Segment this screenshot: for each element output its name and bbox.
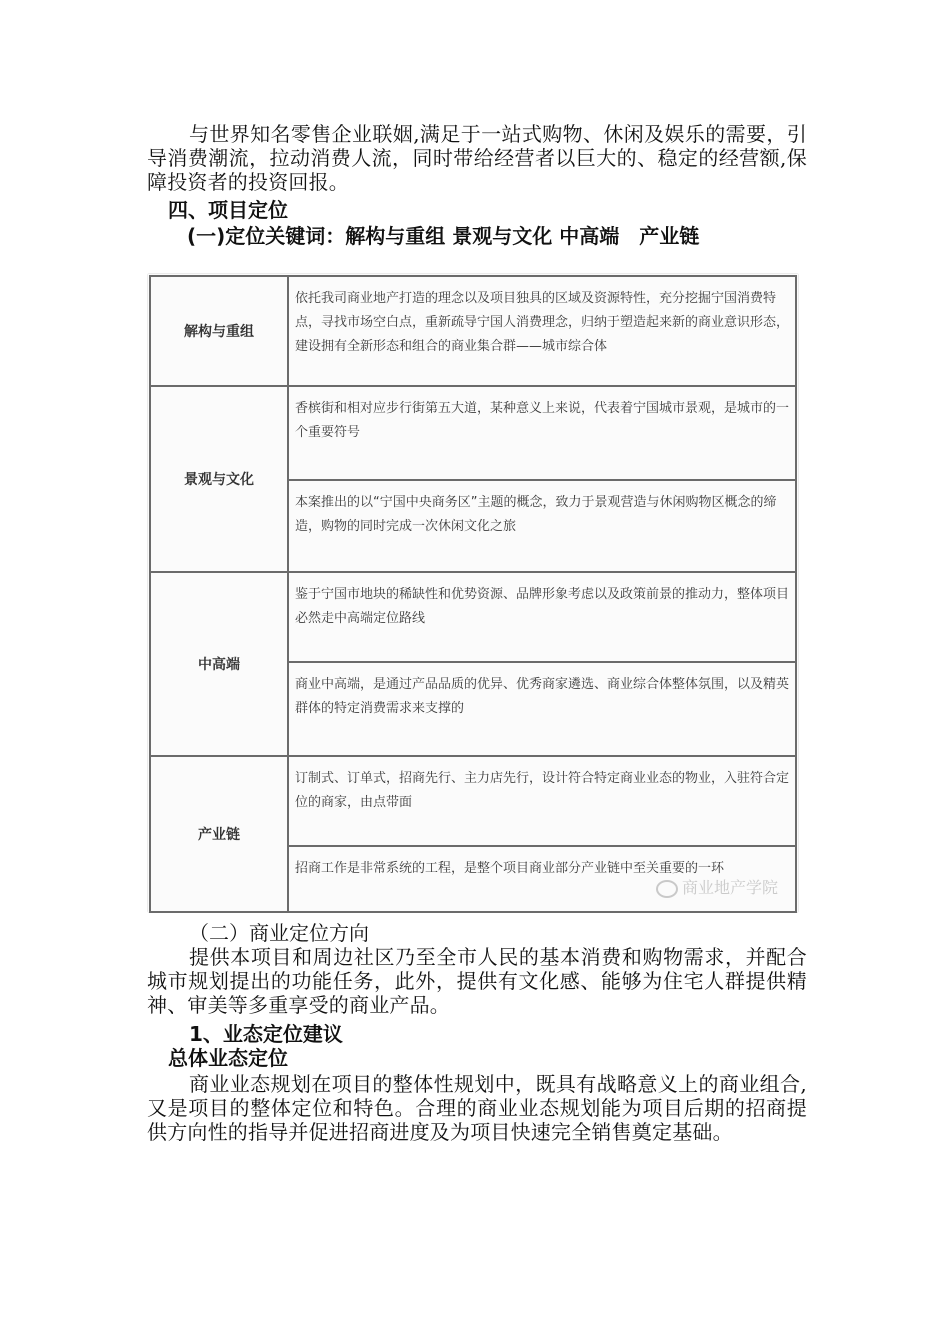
subsection-keywords-heading: (一)定位关键词：解构与重组 景观与文化 中高端 产业链 xyxy=(187,224,700,248)
table-desc-cell: 本案推出的以“宁国中央商务区”主题的概念，致力于景观营造与休闲购物区概念的缔造，购物的同时完成一次休闲文化之旅 xyxy=(288,480,796,572)
final-paragraph: 商业业态规划在项目的整体性规划中，既具有战略意义上的商业组合,又是项目的整体定位和特色。合理的商业业态规划能为项目后期的招商提供方向性的指导并促进招商进度及为项目快速完全销售奠定基础。 xyxy=(147,1072,807,1144)
table-key-cell: 景观与文化 xyxy=(150,386,288,572)
table-desc-cell: 鉴于宁国市地块的稀缺性和优势资源、品牌形象考虑以及政策前景的推动力，整体项目必然走中高端定位路线 xyxy=(288,572,796,662)
intro-paragraph: 与世界知名零售企业联姻,满足于一站式购物、休闲及娱乐的需要，引导消费潮流，拉动消费人流，同时带给经营者以巨大的、稳定的经营额,保障投资者的投资回报。 xyxy=(147,122,807,194)
table-desc-cell: 商业中高端，是通过产品品质的优异、优秀商家遴选、商业综合体整体氛围，以及精英群体的特定消费需求来支撑的 xyxy=(288,662,796,756)
subsection-format-suggestion: 1、业态定位建议 xyxy=(189,1022,343,1046)
table-desc-cell: 订制式、订单式，招商先行、主力店先行，设计符合特定商业业态的物业，入驻符合定位的商家，由点带面 xyxy=(288,756,796,846)
subsection-overall-format: 总体业态定位 xyxy=(168,1046,288,1070)
table-key-cell: 产业链 xyxy=(150,756,288,912)
watermark-text: 商业地产学院 xyxy=(681,878,778,897)
positioning-keywords-table xyxy=(148,274,798,912)
table-key-cell: 解构与重组 xyxy=(150,276,288,386)
table-desc-cell: 香槟街和相对应步行街第五大道，某种意义上来说，代表着宁国城市景观，是城市的一个重要符号 xyxy=(288,386,796,480)
section-heading: 四、项目定位 xyxy=(168,198,288,222)
watermark xyxy=(656,875,778,898)
positioning-paragraph: 提供本项目和周边社区乃至全市人民的基本消费和购物需求，并配合城市规划提出的功能任务，此外，提供有文化感、能够为住宅人群提供精神、审美等多重享受的商业产品。 xyxy=(147,945,807,1017)
table-desc-cell: 依托我司商业地产打造的理念以及项目独具的区域及资源特性，充分挖掘宁国消费特点，寻找市场空白点，重新疏导宁国人消费理念，归纳于塑造起来新的商业意识形态，建设拥有全新形态和组合的商业集合群——城市综合体 xyxy=(288,276,796,386)
subsection-business-direction: （二）商业定位方向 xyxy=(189,921,369,945)
table-key-cell: 中高端 xyxy=(150,572,288,756)
table-desc-cell: 招商工作是非常系统的工程，是整个项目商业部分产业链中至关重要的一环 xyxy=(288,846,796,912)
wechat-icon xyxy=(656,880,678,898)
